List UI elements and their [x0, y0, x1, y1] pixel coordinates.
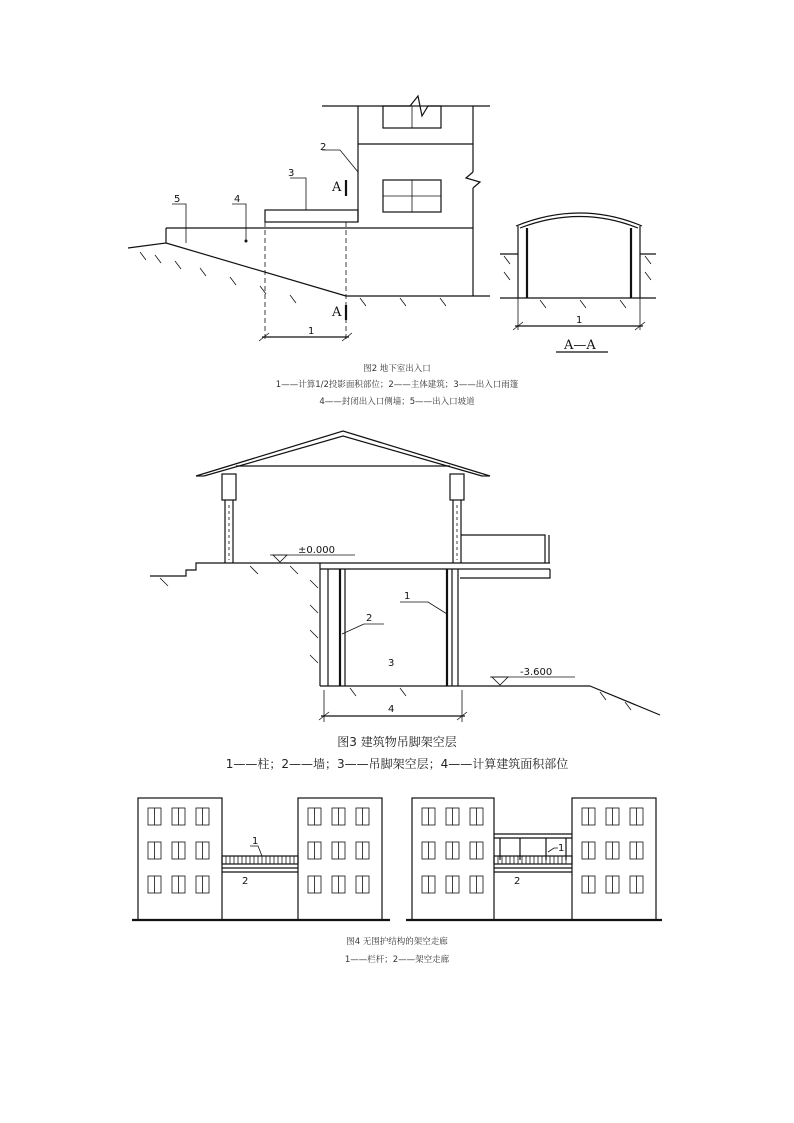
fig3-elevation-top: ±0.000 [298, 545, 336, 556]
fig3-label-3: 3 [388, 658, 395, 669]
figure2-legend-line1: 1——计算1/2投影面积部位；2——主体建筑；3——出入口雨篷 [275, 380, 519, 390]
fig2-label-4: 4 [234, 194, 241, 205]
fig2-section-title: A—A [564, 338, 596, 353]
figure2-section-aa [500, 213, 656, 352]
fig4-right-label-2: 2 [514, 876, 521, 887]
fig2-section-mark-top: A [332, 180, 342, 195]
figure4-right [406, 798, 662, 920]
fig4-left-label-1: 1 [252, 836, 259, 847]
fig2-label-1: 1 [308, 326, 315, 337]
figure4-legend: 1——栏杆；2——架空走廊 [344, 955, 450, 965]
figure3-legend: 1——柱；2——墙；3——吊脚架空层；4——计算建筑面积部位 [225, 757, 569, 771]
fig2-label-2: 2 [320, 142, 327, 153]
fig2-section-label-1: 1 [576, 315, 583, 326]
fig4-right-label-1: 1 [558, 843, 565, 854]
fig2-label-3: 3 [288, 168, 295, 179]
figure2-elevation [128, 96, 490, 341]
fig2-label-5: 5 [174, 194, 181, 205]
figure2-legend-line2: 4——封闭出入口侧墙；5——出入口坡道 [319, 397, 475, 407]
fig3-elevation-bottom: -3.600 [520, 667, 553, 678]
fig3-label-4: 4 [388, 704, 395, 715]
figure2-caption: 图2 地下室出入口 [363, 364, 431, 374]
figure3-caption: 图3 建筑物吊脚架空层 [337, 735, 457, 749]
fig3-label-1: 1 [404, 591, 411, 602]
fig3-label-2: 2 [366, 613, 373, 624]
fig2-section-mark-bottom: A [332, 305, 342, 320]
figure4-caption: 图4 无围护结构的架空走廊 [346, 937, 448, 947]
figure4-left [132, 798, 390, 920]
fig4-left-label-2: 2 [242, 876, 249, 887]
figure3-section [150, 431, 660, 722]
